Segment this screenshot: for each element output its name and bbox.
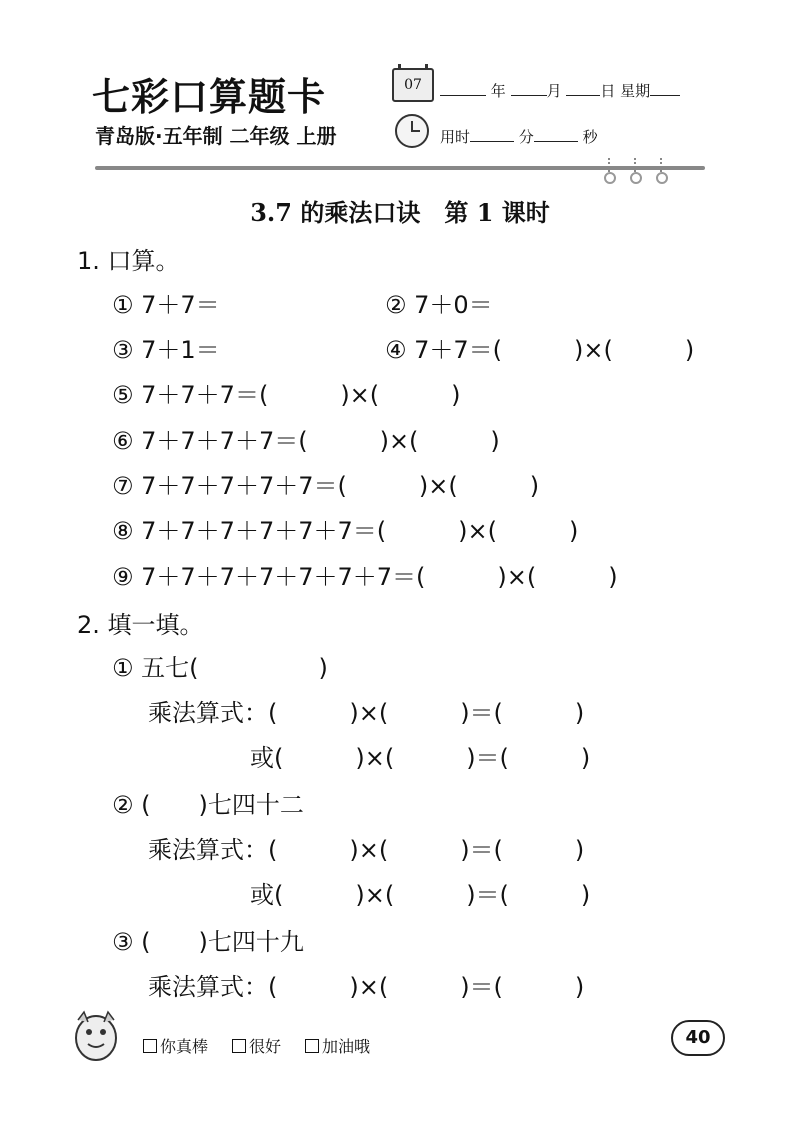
question-1-8: ⑧ 7＋7＋7＋7＋7＋7＝( )×( ) [112, 517, 579, 545]
question-1-5: ⑤ 7＋7＋7＝( )×( ) [112, 381, 461, 409]
section1-heading: 1. 口算。 [77, 247, 180, 275]
question-1-9: ⑨ 7＋7＋7＋7＋7＋7＋7＝( )×( ) [112, 563, 618, 591]
calendar-number: 07 [404, 77, 422, 93]
checkbox-icon[interactable] [143, 1039, 157, 1053]
question-2-2-alt: 或( )×( )＝( ) [250, 881, 591, 909]
calendar-icon [392, 68, 434, 102]
page-number: 40 [671, 1020, 725, 1056]
question-2-3-formula: 乘法算式：( )×( )＝( ) [148, 973, 585, 1001]
clock-icon [395, 114, 429, 148]
second-label: 秒 [582, 128, 598, 146]
mascot-icon [68, 1008, 124, 1066]
question-2-1-alt: 或( )×( )＝( ) [250, 744, 591, 772]
rating-option-great[interactable]: 你真棒 [143, 1034, 208, 1057]
binder-ring-icon [608, 158, 616, 180]
question-1-3: ③ 7＋1＝ [112, 336, 220, 364]
edition-label: 青岛版·五年制 二年级 上册 [95, 124, 337, 148]
section2-heading: 2. 填一填。 [77, 611, 204, 639]
question-1-7: ⑦ 7＋7＋7＋7＋7＝( )×( ) [112, 472, 540, 500]
month-label: 月 [546, 82, 562, 100]
rating-option-good[interactable]: 很好 [232, 1034, 281, 1057]
checkbox-icon[interactable] [305, 1039, 319, 1053]
time-line [440, 126, 598, 147]
binder-ring-icon [634, 158, 642, 180]
question-2-3-title: ③ ( )七四十九 [112, 928, 304, 956]
question-2-1-title: ① 五七( ) [112, 654, 328, 682]
question-2-2-formula: 乘法算式：( )×( )＝( ) [148, 836, 585, 864]
question-2-1-formula: 乘法算式：( )×( )＝( ) [148, 699, 585, 727]
question-2-2-title: ② ( )七四十二 [112, 791, 304, 819]
question-1-4: ④ 7＋7＝( )×( ) [385, 336, 695, 364]
binder-ring-icon [660, 158, 668, 180]
checkbox-icon[interactable] [232, 1039, 246, 1053]
question-1-2: ② 7＋0＝ [385, 291, 493, 319]
year-label: 年 [490, 82, 506, 100]
time-label: 用时 [440, 128, 471, 146]
rating-option-keep-going[interactable]: 加油哦 [305, 1034, 370, 1057]
minute-label: 分 [518, 128, 534, 146]
question-1-6: ⑥ 7＋7＋7＋7＝( )×( ) [112, 427, 500, 455]
brand-title: 七彩口算题卡 [92, 74, 327, 119]
day-label: 日 [600, 82, 616, 100]
date-line [440, 80, 680, 101]
lesson-title: 3.7 的乘法口诀 第 1 课时 [250, 198, 550, 227]
weekday-label: 星期 [620, 82, 651, 100]
question-1-1: ① 7＋7＝ [112, 291, 220, 319]
